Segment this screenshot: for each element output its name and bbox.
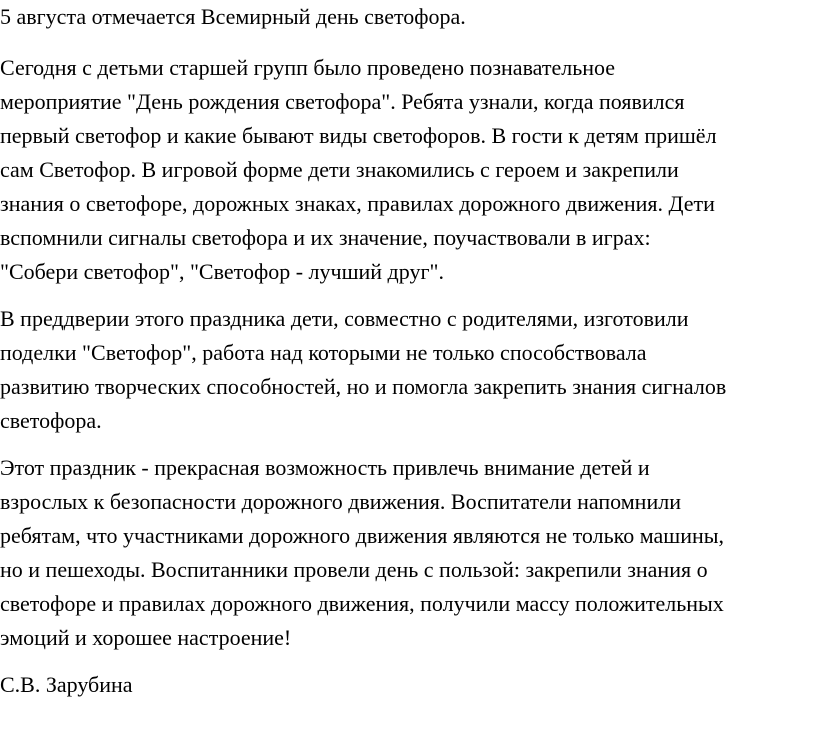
text-line: мероприятие "День рождения светофора". Ребята узнали, когда появился — [0, 89, 685, 114]
intro-sentence — [0, 0, 816, 34]
text-line: эмоций и хорошее настроение! — [0, 625, 292, 650]
text-line: сам Светофор. В игровой форме дети знакомились с героем и закрепили — [0, 157, 679, 182]
paragraph-conclusion — [0, 451, 816, 655]
text-line: светофоре и правилах дорожного движения, получили массу положительных — [0, 591, 724, 616]
text-line: Сегодня с детьми старшей групп было проведено познавательное — [0, 55, 616, 80]
text-line: "Собери светофор", "Светофор - лучший друг". — [0, 259, 444, 284]
author-signature — [0, 668, 816, 702]
text-line: 5 августа отмечается Всемирный день светофора. — [0, 4, 466, 29]
text-line: первый светофор и какие бывают виды светофоров. В гости к детям пришёл — [0, 123, 717, 148]
text-line: ребятам, что участниками дорожного движения являются не только машины, — [0, 523, 725, 548]
text-line: взрослых к безопасности дорожного движения. Воспитатели напомнили — [0, 489, 681, 514]
text-line: Этот праздник - прекрасная возможность привлечь внимание детей и — [0, 455, 650, 480]
paragraph-crafts — [0, 302, 816, 438]
text-line: но и пешеходы. Воспитанники провели день с пользой: закрепили знания о — [0, 557, 708, 582]
text-line: В преддверии этого праздника дети, совместно с родителями, изготовили — [0, 306, 689, 331]
text-line: поделки "Светофор", работа над которыми не только способствовала — [0, 340, 647, 365]
paragraph-event-description — [0, 51, 816, 289]
text-line: светофора. — [0, 408, 102, 433]
text-line: знания о светофоре, дорожных знаках, правилах дорожного движения. Дети — [0, 191, 715, 216]
text-line: развитию творческих способностей, но и помогла закрепить знания сигналов — [0, 374, 727, 399]
text-line: вспомнили сигналы светофора и их значение, поучаствовали в играх: — [0, 225, 651, 250]
signature-text: С.В. Зарубина — [0, 672, 133, 697]
